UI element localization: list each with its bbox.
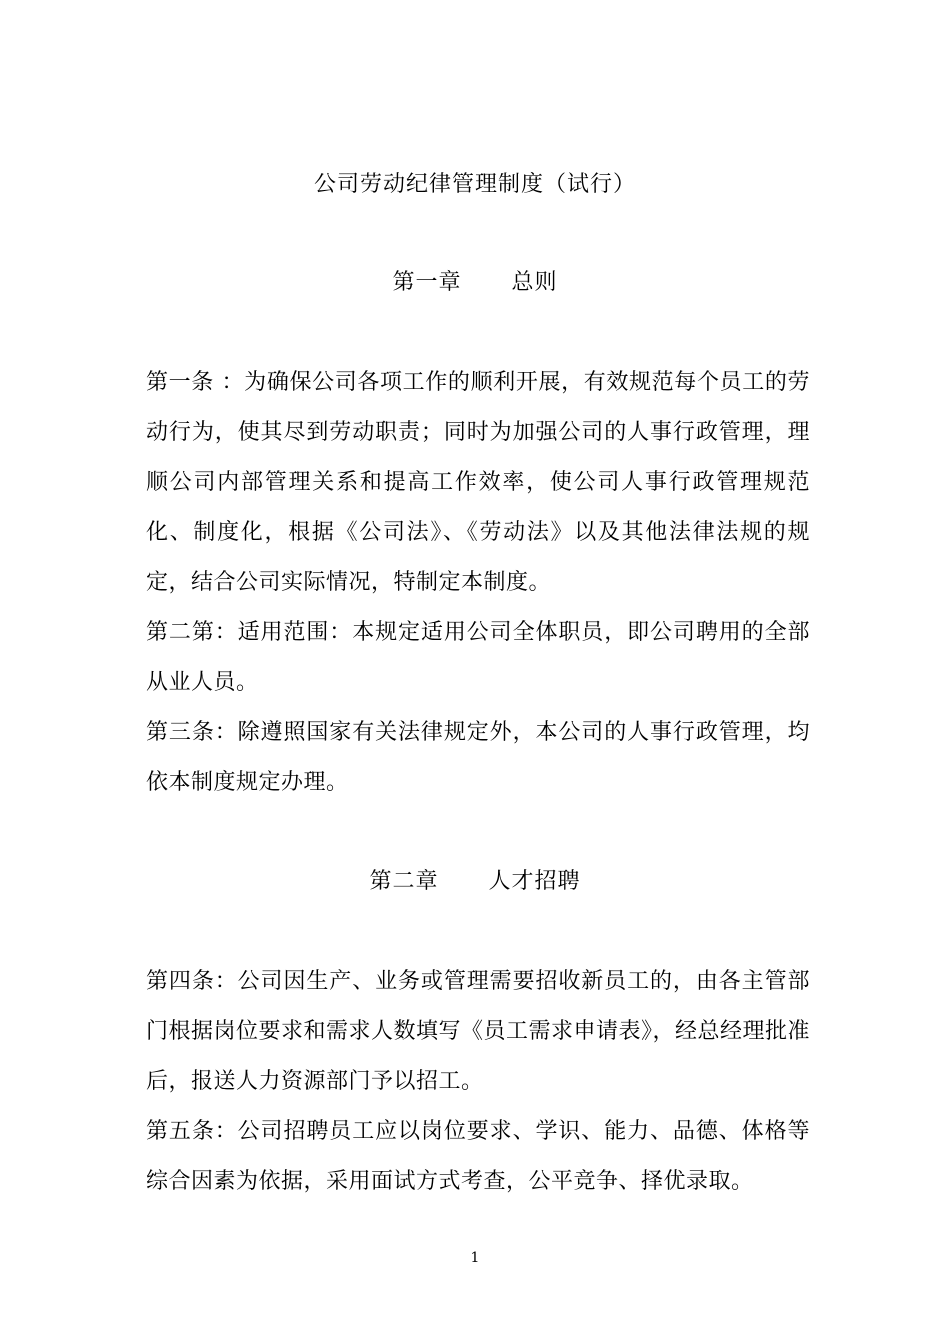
article-paragraph: 第五条：公司招聘员工应以岗位要求、学识、能力、品德、体格等综合因素为依据，采用面试方式考查，公平竞争、择优录取。	[146, 1119, 810, 1194]
document-title: 公司劳动纪律管理制度（试行）	[313, 172, 636, 197]
chapter-number: 第二章	[369, 869, 439, 894]
chapter-name: 人才招聘	[488, 869, 581, 894]
chapter-2-articles	[146, 957, 810, 1207]
article-paragraph: 第一条 ：为确保公司各项工作的顺利开展，有效规范每个员工的劳动行为，使其尽到劳动职责；同时为加强公司的人事行政管理，理顺公司内部管理关系和提高工作效率，使公司人事行政管理规范化、制度化，根据《公司法》、《劳动法》以及其他法律法规的规定，结合公司实际情况，特制定本制度。	[146, 370, 810, 595]
chapter-number: 第一章	[392, 270, 462, 295]
chapter-heading-1	[0, 268, 950, 298]
chapter-name: 总则	[511, 270, 558, 295]
page-number: 1	[470, 1250, 480, 1266]
chapter-heading-2	[0, 867, 950, 897]
article-paragraph: 第四条：公司因生产、业务或管理需要招收新员工的，由各主管部门根据岗位要求和需求人数填写《员工需求申请表》，经总经理批准后，报送人力资源部门予以招工。	[146, 969, 811, 1094]
article-paragraph: 第二第：适用范围：本规定适用公司全体职员，即公司聘用的全部从业人员。	[146, 620, 810, 695]
article-paragraph: 第三条：除遵照国家有关法律规定外，本公司的人事行政管理，均依本制度规定办理。	[146, 720, 810, 795]
chapter-1-articles	[146, 358, 810, 808]
